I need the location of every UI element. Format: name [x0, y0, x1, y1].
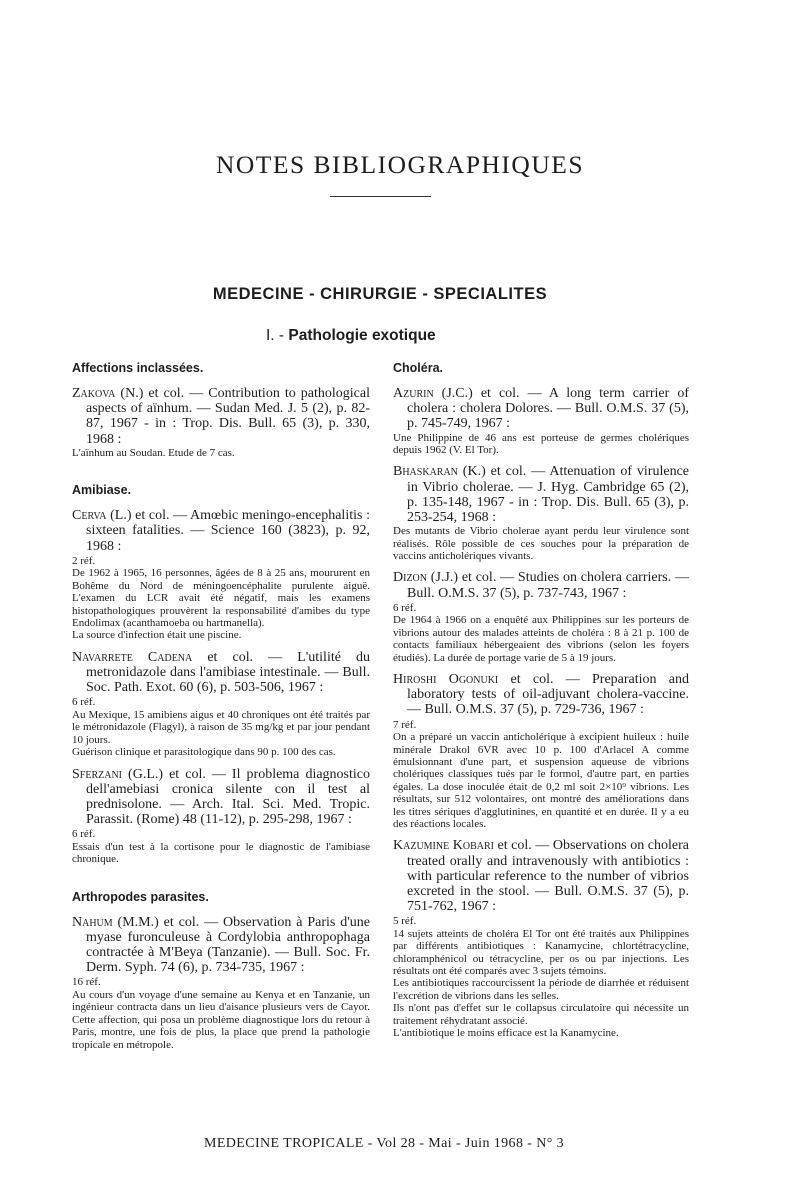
page-footer: MEDECINE TROPICALE - Vol 28 - Mai - Juin 1968 - N° 3	[203, 1136, 565, 1151]
citation-text: et col. — Observation à Paris d'une myase furonculeuse à Cordylobia anthropophaga contractée à M'Beya (Tanzanie). — Bull. Soc. Fr. Derm. Syph. 74 (6), p. 734-735, 1967 :	[86, 914, 370, 976]
bib-entry	[72, 915, 370, 1051]
author: Dizon (J.J.)	[393, 570, 459, 586]
heading-cholera: Choléra.	[393, 361, 444, 375]
citation	[72, 386, 370, 447]
heading-arthropodes: Arthropodes parasites.	[72, 889, 209, 904]
ref-count: 6 réf.	[72, 696, 96, 709]
author: Navarrete Cadena	[72, 649, 193, 665]
summary: 14 sujets atteints de choléra El Tor ont été traités aux Philippines par différents antibiotiques : Kanamycine, chlortétracycline, chloramphénicol ou tétracycline, per os ou par injections. Les résultats ont été comparés avec 3 sujets témoins.	[393, 927, 689, 978]
left-column	[72, 355, 370, 1056]
citation-text: et col. — A long term carrier of cholera : cholera Dolores. — Bull. O.M.S. 37 (5), p. 745-749, 1967 :	[407, 386, 689, 432]
summary: De 1962 à 1965, 16 personnes, âgées de 8 à 25 ans, moururent en Bohême du Nord de méningoencéphalite purulente aiguë. L'examen du LCR avait été négatif, mais les examens histopathologiques prouvèrent la responsabilité d'amibes du type Endolimax (acanthamoeba ou hartmanella).	[72, 567, 370, 629]
author: Azurin (J.C.)	[393, 386, 473, 401]
citation	[393, 838, 689, 914]
ref-count: 7 réf.	[393, 718, 417, 731]
citation-text: et col. — Amœbic meningo-encephalitis : sixteen fatalities. — Science 160 (3823), p. 92, 1968 :	[86, 508, 370, 554]
ref-count: 5 réf.	[393, 915, 417, 928]
summary-2: Guérison clinique et parasitologique dans 90 p. 100 des cas.	[72, 746, 336, 759]
summary: Une Philippine de 46 ans est porteuse de germes cholériques depuis 1962 (V. El Tor).	[393, 431, 689, 457]
summary-3: Ils n'ont pas d'effet sur le collapsus circulatoire qui nécessite un traitement réhydratant associé.	[393, 1002, 689, 1027]
citation	[393, 464, 689, 525]
summary: L'aïnhum au Soudan. Etude de 7 cas.	[72, 446, 235, 459]
citation-text: et col. — Attenuation of virulence in Vibrio cholerae. — J. Hyg. Cambridge 65 (2), p. 135-148, 1967 - in : Trop. Dis. Bull. 65 (3), p. 253-254, 1968 :	[407, 464, 689, 526]
bib-entry	[72, 508, 370, 642]
subsection-heading	[266, 327, 436, 345]
bib-entry	[393, 672, 689, 830]
section-heading: MEDECINE - CHIRURGIE - SPECIALITES	[212, 285, 548, 303]
bib-entry	[393, 838, 689, 1039]
author: Kazumine Kobari	[393, 838, 494, 854]
author: Cerva (L.)	[72, 508, 132, 524]
author: Sferzani (G.L.)	[72, 766, 164, 782]
bib-entry	[72, 650, 370, 759]
summary-2: La source d'infection était une piscine.	[72, 629, 242, 642]
citation	[72, 915, 370, 976]
author: Hiroshi Ogonuki	[393, 671, 499, 687]
bib-entry	[72, 386, 370, 459]
citation	[393, 570, 689, 600]
citation-text: et col. — L'utilité du metronidazole dans l'amibiase intestinale. — Bull. Soc. Path. Exot. 60 (6), p. 503-506, 1967 :	[86, 649, 370, 696]
bib-entry	[393, 570, 689, 664]
summary: Au Mexique, 15 amibiens aigus et 40 chroniques ont été traités par le métronidazole (Flagyl), à raison de 35 mg/kg et par jour pendant 10 jours.	[72, 708, 370, 746]
citation-text: et col. — Il problema diagnostico dell'amebiasi cronica silente con il test al prednisolone. — Arch. Ital. Sci. Med. Tropic. Parassit. (Rome) 48 (11-12), p. 295-298, 1967 :	[86, 766, 370, 828]
author: Nahum (M.M.)	[72, 914, 159, 930]
citation	[393, 386, 689, 432]
bib-entry	[393, 464, 689, 562]
citation	[72, 650, 370, 696]
subsection-name: Pathologie exotique	[288, 327, 436, 344]
summary-4: L'antibiotique le moins efficace est la Kanamycine.	[393, 1027, 619, 1040]
author: Bhaskaran (K.)	[393, 464, 486, 480]
heading-amibiase: Amibiase.	[72, 483, 132, 498]
ref-count: 2 réf.	[72, 554, 96, 567]
summary: Au cours d'un voyage d'une semaine au Kenya et en Tanzanie, un ingénieur contracta dans un lieu d'aisance plusieurs vers de Cayor. Cette affection, qui posa un problème diagnostique lors du retour à Paris, montre, une fois de plus, la place que prend la pathologie tropicale en métropole.	[72, 988, 370, 1051]
citation-text: et col. — Contribution to pathological aspects of aïnhum. — Sudan Med. J. 5 (2), p. 82-87, 1967 - in : Trop. Dis. Bull. 65 (3), p. 330, 1968 :	[86, 386, 370, 447]
citation	[72, 508, 370, 554]
citation	[72, 767, 370, 828]
summary: On a préparé un vaccin anticholérique à excipient huileux : huile minérale Drakol 6VR avec 10 p. 100 d'Arlacel A comme émulsionnant d'une part, et suspension aqueuse de vibrions cholériques classiques tués par le formol, d'autre part, en parties égales. La dose inoculée était de 0,2 ml soit 2×10⁹ vibrions. Les résultats, sur 512 volontaires, ont montré des améliorations dans les titres sériques d'agglutinines, en quantité et en durée. Il y a eu des réactions locales.	[393, 731, 689, 830]
right-column	[393, 355, 689, 1045]
citation	[393, 672, 689, 718]
citation-text: et col. — Studies on cholera carriers. — Bull. O.M.S. 37 (5), p. 737-743, 1967 :	[407, 570, 689, 601]
citation-text: et col. — Observations on cholera treated orally and intravenously with antibiotics : with particular reference to the number of vibrios excreted in the stool. — Bull. O.M.S. 37 (5), p. 751-762, 1967 :	[407, 838, 690, 915]
summary: Essais d'un test à la cortisone pour le diagnostic de l'amibiase chronique.	[72, 840, 370, 866]
ref-count: 16 réf.	[72, 976, 101, 989]
ref-count: 6 réf.	[72, 828, 96, 841]
citation-text: et col. — Preparation and laboratory tests of oil-adjuvant cholera-vaccine. — Bull. O.M.S. 37 (5), p. 729-736, 1967 :	[407, 671, 690, 718]
author: Zakova (N.)	[72, 386, 144, 401]
title-rule	[330, 196, 431, 197]
summary: Des mutants de Vibrio cholerae ayant perdu leur virulence sont réalisés. Rôle possible de ces souches pour la préparation de vaccins anticholériques vivants.	[393, 525, 689, 563]
summary-2: Les antibiotiques raccourcissent la période de diarrhée et réduisent l'excrétion de vibrions dans les selles.	[393, 977, 689, 1002]
heading-affections: Affections inclassées.	[72, 361, 204, 375]
subsection-number: I. -	[266, 327, 285, 344]
ref-count: 6 réf.	[393, 601, 417, 614]
summary: De 1964 à 1966 on a enquêté aux Philippines sur les porteurs de vibrions autour des malades atteints de choléra : 8 à 21 p. 100 de contacts familiaux hébergeaient des vibrions (selon les foyers étudiés). La durée de portage varie de 5 à 19 jours.	[393, 614, 689, 664]
page-title: NOTES BIBLIOGRAPHIQUES	[215, 150, 585, 179]
bib-entry	[72, 767, 370, 866]
bib-entry	[393, 386, 689, 456]
